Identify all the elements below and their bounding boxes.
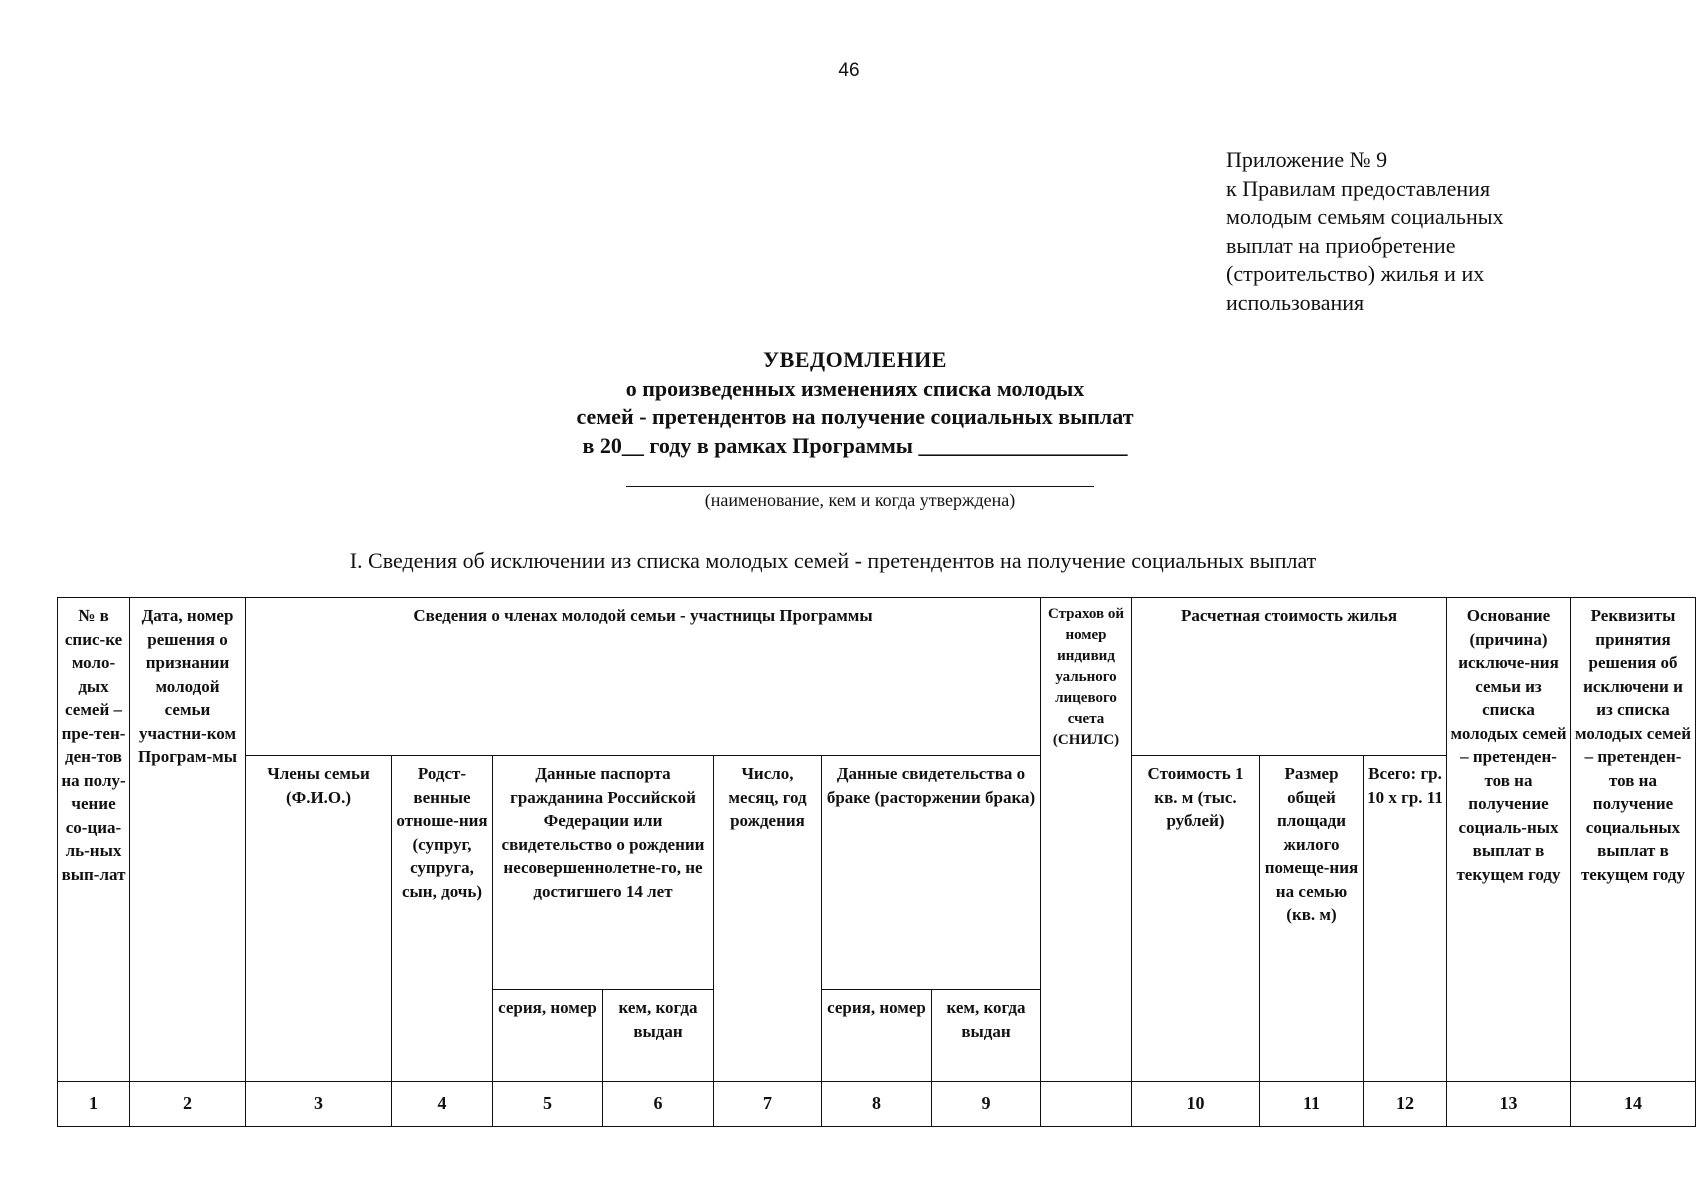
header-family-members-group: Сведения о членах молодой семьи - участницы Программы — [246, 598, 1041, 756]
column-number: 6 — [603, 1082, 714, 1127]
column-number: 2 — [130, 1082, 246, 1127]
appendix-line: выплат на приобретение — [1226, 232, 1456, 258]
appendix-line: молодым семьям социальных — [1226, 204, 1504, 229]
header-passport-series: серия, номер — [493, 990, 603, 1082]
appendix-line: к Правилам предоставления — [1226, 175, 1491, 201]
section-title: I. Сведения об исключении из списка молодых семей - претендентов на получение социальных выплат — [349, 548, 1317, 573]
column-number: 4 — [392, 1082, 493, 1127]
appendix-line: (строительство) жилья и их — [1226, 261, 1485, 286]
header-exclusion-reason: Основание (причина) исключе-ния семьи из списка молодых семей – претенден-тов на получение социаль-ных выплат в текущем году — [1447, 598, 1571, 1082]
document-title — [0, 346, 1698, 460]
header-living-area: Размер общей площади жилого помеще-ния на семью (кв. м) — [1260, 756, 1364, 1082]
header-total-cost: Всего: гр. 10 х гр. 11 — [1364, 756, 1447, 1082]
header-marriage-issued: кем, когда выдан — [932, 990, 1041, 1082]
signature-line — [626, 486, 1094, 487]
column-number — [1041, 1082, 1132, 1127]
column-number: 7 — [714, 1082, 822, 1127]
header-decision-details: Реквизиты принятия решения об исключени и из списка молодых семей – претенден-тов на получение социальных выплат в текущем году — [1571, 598, 1696, 1082]
page-number: 46 — [838, 60, 860, 81]
header-passport-issued: кем, когда выдан — [603, 990, 714, 1082]
header-relation: Родст-венные отноше-ния (супруг, супруга, сын, дочь) — [392, 756, 493, 1082]
header-housing-cost-group: Расчетная стоимость жилья — [1132, 598, 1447, 756]
title-line: в 20__ году в рамках Программы ___________________ — [582, 432, 1128, 458]
appendix-line: использования — [1226, 289, 1365, 315]
exclusion-table — [57, 597, 1696, 1127]
header-snils: Страхов ой номер индивид уального лицевого счета (СНИЛС) — [1041, 598, 1132, 1082]
header-family-number: № в спис-ке моло-дых семей – пре-тен-ден-тов на полу-чение со-циа-ль-ных вып-лат — [58, 598, 130, 1082]
column-number: 11 — [1260, 1082, 1364, 1127]
header-birth-date: Число, месяц, год рождения — [714, 756, 822, 1082]
appendix-reference — [1226, 146, 1586, 317]
column-number: 10 — [1132, 1082, 1260, 1127]
appendix-line: Приложение № 9 — [1226, 147, 1388, 172]
title-line: семей - претендентов на получение социальных выплат — [576, 404, 1134, 429]
header-passport-data: Данные паспорта гражданина Российской Федерации или свидетельство о рождении несовершеннолетне-го, не достигшего 14 лет — [493, 756, 714, 990]
column-number: 5 — [493, 1082, 603, 1127]
header-marriage-certificate: Данные свидетельства о браке (расторжении брака) — [822, 756, 1041, 990]
header-cost-per-sqm: Стоимость 1 кв. м (тыс. рублей) — [1132, 756, 1260, 1082]
title-line: о произведенных изменениях списка молодых — [625, 375, 1085, 401]
column-number: 13 — [1447, 1082, 1571, 1127]
column-number: 12 — [1364, 1082, 1447, 1127]
title-main: УВЕДОМЛЕНИЕ — [763, 347, 947, 372]
column-number: 3 — [246, 1082, 392, 1127]
header-marriage-series: серия, номер — [822, 990, 932, 1082]
header-decision-date: Дата, номер решения о признании молодой семьи участни-ком Програм-мы — [130, 598, 246, 1082]
signature-caption: (наименование, кем и когда утверждена) — [704, 490, 1016, 510]
column-number: 9 — [932, 1082, 1041, 1127]
header-member-names: Члены семьи (Ф.И.О.) — [246, 756, 392, 1082]
column-number: 8 — [822, 1082, 932, 1127]
column-number: 1 — [58, 1082, 130, 1127]
column-number: 14 — [1571, 1082, 1696, 1127]
